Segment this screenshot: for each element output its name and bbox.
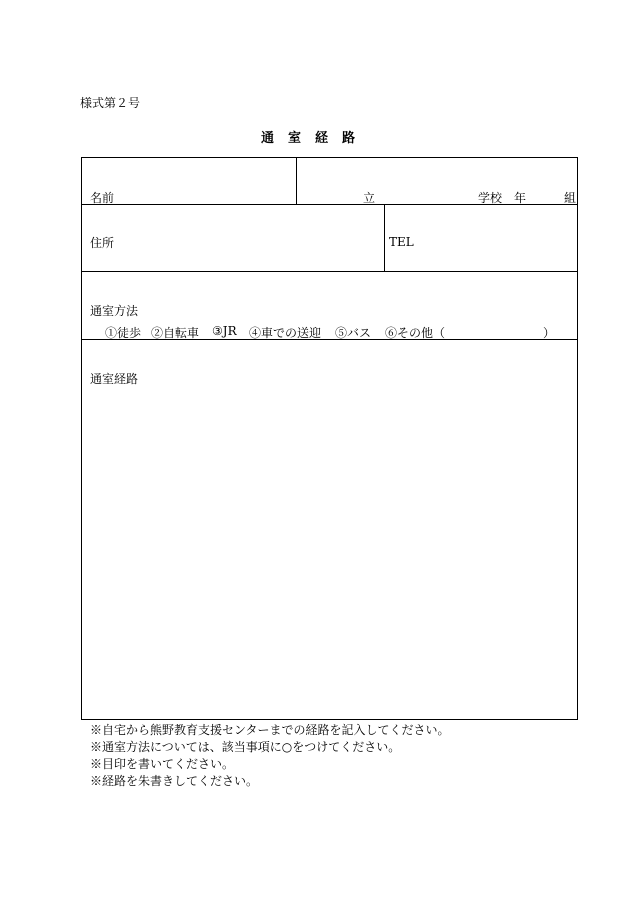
school-label: 学校 (478, 191, 503, 205)
name-label: 名前 (90, 191, 115, 205)
class-label: 組 (564, 191, 577, 205)
notes (90, 722, 450, 790)
route-form-table (81, 157, 578, 720)
method-option-walk: ①徒歩 (105, 326, 142, 340)
method-close-paren: ） (543, 326, 556, 340)
route-label: 通室経路 (90, 372, 139, 386)
method-option-bus: ⑤バス (335, 326, 372, 340)
note-line: ※自宅から熊野教育支援センターまでの経路を記入してください。 (90, 723, 450, 737)
tel-label: TEL (389, 235, 414, 249)
method-option-jr: ③JR (212, 324, 237, 338)
note-line: ※通室方法については、該当事項に○をつけてください。 (90, 740, 401, 754)
row-divider (82, 271, 577, 272)
ritsu-label: 立 (363, 191, 376, 205)
method-label: 通室方法 (90, 304, 139, 318)
method-option-other: ⑥その他（ (385, 326, 446, 340)
method-option-bicycle: ②自転車 (151, 326, 200, 340)
page-title: 通室経路 (260, 131, 369, 146)
method-option-car: ④車での送迎 (249, 326, 322, 340)
column-divider (296, 158, 297, 204)
row-divider (82, 204, 577, 205)
form-number: 様式第２号 (80, 96, 141, 110)
grade-label: 年 (514, 191, 527, 205)
column-divider (384, 204, 385, 271)
note-line: ※経路を朱書きしてください。 (90, 774, 259, 788)
address-label: 住所 (90, 236, 115, 250)
note-line: ※目印を書いてください。 (90, 757, 235, 771)
